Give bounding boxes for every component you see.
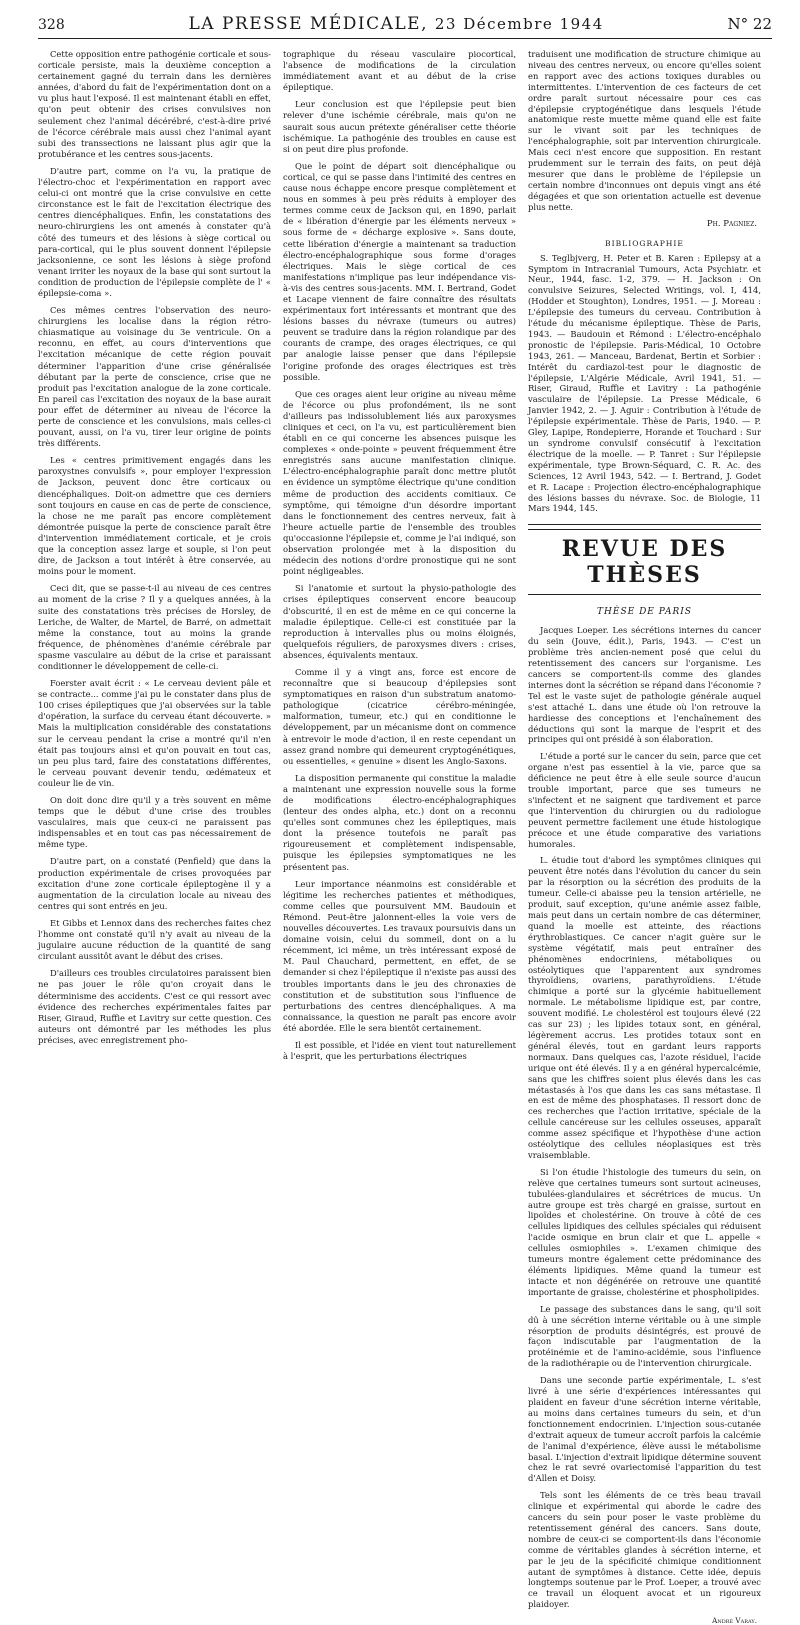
columns bbox=[38, 49, 772, 1625]
paragraph: Comme il y a vingt ans, force est encore de reconnaître que si beaucoup d'épilepsies sont symptomatiques en raison d'un substratum anatomo-pathologique (cicatrice cérébro-méningée, malformation, tumeur, etc.) qui en conditionne le développement, par un mécanisme dont on commence à entrevoir le mode d'action, il en reste cependant un assez grand nombre qui demeurent cryptogénétiques, ou essentielles, « genuine » disent les Anglo-Saxons. bbox=[283, 666, 516, 766]
paragraph: Leur importance néanmoins est considérable et légitime les recherches patientes et méthodiques, comme celles que poursuivent MM. Baudouin et Rémond. Peut-être jalonnent-elles la voie vers de nouvelles découvertes. Les travaux poursuivis dans un domaine voisin, celui du sommeil, dont on a lu récemment, ici même, un très intéressant exposé de M. Paul Chauchard, permettent, en effet, de se demander si chez l'épileptique il n'existe pas aussi des troubles importants dans le jeu des chronaxies de constitution et de substitution sous l'influence de perturbations des centres diencéphaliques. A ma connaissance, la question ne paraît pas encore avoir été abordée. Elle le sera bientôt certainement. bbox=[283, 878, 516, 1033]
paragraph: Que ces orages aient leur origine au niveau même de l'écorce ou plus profondément, ils ne sont d'ailleurs pas indissolublement liés aux paroxysmes cliniques et ceci, on l'a vu, est particulièrement bien établi en ce qui concerne les absences puisque les complexes « onde-pointe » peuvent fréquemment être enregistrés sans aucune manifestation clinique. L'électro-encéphalographie paraît donc mettre plutôt en évidence un symptôme électrique qu'une condition même de production des accidents comitiaux. Ce symptôme, qui témoigne d'un désordre important dans le fonctionnement des centres nerveux, fait à l'heure actuelle partie de l'ensemble des troubles qu'occasionne l'épilepsie et, comme je l'ai indiqué, son observation prolongée met à la disposition du médecin des notions d'ordre pronostique qui ne sont point négligeables. bbox=[283, 388, 516, 577]
divider bbox=[528, 524, 761, 525]
thesis-paragraph: Le passage des substances dans le sang, qu'il soit dû à une sécrétion interne véritable ou à une simple résorption de produits désintégrés, est prouvé de façon indiscutable par l'augmentation de la protéinémie et de l'amino-acidémie, sous l'influence de la radiothérapie ou de l'intervention chirurgicale. bbox=[528, 1303, 761, 1369]
thesis-paragraph: Jacques Loeper. Les sécrétions internes du cancer du sein (Jouve, édit.), Paris, 1943. — C'est un problème très ancien-nement posé que celui du retentissement des cancers sur l'organisme. Les cancers se comportent-ils comme des glandes internes dont la sécrétion se répand dans l'économie ? Tel est le vaste sujet de pathologie générale auquel s'est attaché L. dans une étude où l'on retrouve la hardiesse des conceptions et l'enchaînement des déductions qui sont la marque de l'esprit et des principes qui ont présidé à son élaboration. bbox=[528, 625, 761, 745]
bibliography-heading: BIBLIOGRAPHIE bbox=[605, 238, 684, 248]
column-1 bbox=[38, 49, 271, 1625]
paragraph: La disposition permanente qui constitue la maladie a maintenant une expression nouvelle sous la forme de modifications électro-encéphalographiques (lenteur des ondes alpha, etc.) dont on a reconnu qu'elles sont communes chez les épileptiques, mais dont la présence toutefois ne paraît pas rigoureusement et complètement indispensable, puisque les épilepsies symptomatiques ne les présentent pas. bbox=[283, 772, 516, 872]
paragraph: traduisent une modification de structure chimique au niveau des centres nerveux, ou encore qu'elles soient en rapport avec des actions toxiques durables ou intermittentes. L'intervention de ces facteurs de cet ordre paraît surtout nécessaire pour ces cas d'épilepsie cryptogénétique dans lesquels l'étude anatomique reste muette même quand elle est faite sur le vivant soit par les techniques de l'encéphalographie, soit par intervention chirurgicale. Mais ceci n'est encore que supposition. En restant prudemment sur le terrain des faits, on peut déjà mesurer que dans le problème de l'épilepsie un certain nombre d'inconnues ont depuis vingt ans été dégagées et que son orientation actuelle est devenue plus nette. bbox=[528, 49, 761, 212]
section-title: REVUE DES THÈSES bbox=[561, 536, 728, 589]
paragraph: Il est possible, et l'idée en vient tout naturellement à l'esprit, que les perturbations électriques bbox=[283, 1039, 516, 1062]
paragraph: Que le point de départ soit diencéphalique ou cortical, ce qui se passe dans l'intimité des centres en cause nous échappe encore presque complètement et nous en sommes à peu près réduits à employer des termes comme ceux de Jackson qui, en 1890, parlait de « libération d'énergie par les éléments nerveux » sous forme de « décharge explosive ». Sans doute, cette libération d'énergie a maintenant sa traduction électro-encéphalographique sous forme d'orages électriques. Mais le siège cortical de ces manifestations n'implique pas leur indépendance vis-à-vis des centres sous-jacents. MM. I. Bertrand, Godet et Lacape viennent de faire connaître des résultats expérimentaux fort intéressants et montrant que des lésions basses du névraxe (tumeurs ou autres) peuvent se traduire dans la région rolandique par des courants de crampe, des orages électriques, ce qui par analogie laisse penser que dans l'épilepsie l'origine profonde des orages électriques est très possible. bbox=[283, 160, 516, 382]
paragraph: Les « centres primitivement engagés dans les paroxystnes convulsifs », pour employer l'expression de Jackson, peuvent donc être corticaux ou diencéphaliques. Doit-on admettre que ces derniers sont toujours en cause en cas de perte de conscience, la chose ne me paraît pas encore complètement démontrée puisque la perte de conscience paraît être d'intervention immédiatement corticale, et je crois que la conception assez large et souple, si l'on peut dire, de Jackson a tout intérêt à être conservée, au moins pour le moment. bbox=[38, 455, 271, 577]
paragraph: Cette opposition entre pathogénie corticale et sous-corticale persiste, mais la deuxième conception a certainement gagné du terrain dans les dernières années, d'abord du fait de l'expérimentation dont on a vu plus haut l'exposé. Il est maintenant établi en effet, qu'on peut obtenir des crises convulsives non seulement chez l'animal décérébré, c'est-à-dire privé de l'écorce cérébrale mais aussi chez l'animal ayant subi des transsections ne laissant plus agir que la protubérance et les centres sous-jacents. bbox=[38, 49, 271, 159]
paragraph: D'autre part, on a constaté (Penfield) que dans la production expérimentale de crises provoquées par excitation d'une zone corticale épileptogène il y a augmentation de la circulation locale au niveau des centres qui sont entrés en jeu. bbox=[38, 856, 271, 911]
column-3 bbox=[528, 49, 761, 1625]
issue-date: 23 Décembre 1944 bbox=[434, 15, 604, 33]
divider bbox=[528, 529, 761, 530]
thesis-paragraph: L'étude a porté sur le cancer du sein, parce que cet organe n'est pas essentiel à la vie, parce que sa déficience ne peut être à elle seule source d'aucun trouble important, parce que ses tumeurs ne s'infectent et ne saignent que tardivement et parce que l'intervention du chirurgien ou du radiologue peuvent permettre facilement une étude histologique précoce et une étude comparative des variations humorales. bbox=[528, 751, 761, 849]
divider bbox=[528, 594, 761, 595]
journal-title bbox=[189, 14, 604, 34]
thesis-paragraph: L. étudie tout d'abord les symptômes cliniques qui peuvent être notés dans l'évolution du cancer du sein par la résorption ou la sécrétion des produits de la tumeur. Celle-ci abaisse peu la tension artérielle, ne produit, sauf exception, qu'une anémie assez faible, mais peut dans un certain nombre de cas déterminer, quand la moelle est atteinte, des réactions érythroblastiques. Ce cancer n'agit guère sur le système végétatif, mais peut entraîner des phénomènes endocriniens, métaboliques ou ostéolytiques que l'apparentent aux syndromes thyroïdiens, ovariens, parathyroïdiens. L'étude chimique a porté sur la glycémie habituellement normale. Le métabolisme lipidique est, par contre, souvent modifié. Le cholestérol est toujours élevé (22 cas sur 23) ; les lipides totaux sont, en général, légèrement accrus. Les protides totaux sont en général élevés, tout en gardant leurs rapports normaux. Dans quelques cas, l'azote résiduel, l'acide urique ont été élevés. Il y a en général hypercalcémie, sans que les chiffres soient plus élevés dans les cas métastasés à l'os que dans les cas sans métastase. Il en est de même des phosphatases. Il ressort donc de ces recherches que l'action irritative, spéciale de la cellule cancéreuse sur les cellules osseuses, apparaît comme assez spécifique et l'hypothèse d'une action ostéolytique des cellules néoplasiques est très vraisemblable. bbox=[528, 855, 761, 1160]
paragraph: D'ailleurs ces troubles circulatoires paraissent bien ne pas jouer le rôle qu'on croyait dans le déterminisme des accidents. C'est ce qui ressort avec évidence des recherches expérimentales faites par Riser, Giraud, Ruffie et Lavitry sur cette question. Ces auteurs ont démontré par les méthodes les plus précises, avec enregistrement pho- bbox=[38, 968, 271, 1045]
page-number: 328 bbox=[38, 17, 65, 33]
paragraph: D'autre part, comme on l'a vu, la pratique de l'électro-choc et l'expérimentation en rapport avec celui-ci ont montré que la crise convulsive en cette circonstance est le fait de l'excitation électrique des centres diencéphaliques. Enfin, les constatations des neuro-chirurgiens les ont amenés à constater qu'à côté des tumeurs et des lésions à siège cortical ou para-cortical, qui le plus souvent donnent l'épilepsie jacksonienne, ce sont les lésions à siège profond venant irriter les noyaux de la base qui sont surtout la condition de production de l'épilepsie complète de l' « épilepsie-coma ». bbox=[38, 165, 271, 298]
paragraph: tographique du réseau vasculaire piocortical, l'absence de modifications de la circulation immédiatement avant et au début de la crise épileptique. bbox=[283, 49, 516, 93]
bibliography-text: S. Teglbjverg, H. Peter et B. Karen : Epilepsy at a Symptom in Intracranial Tumours, Acta Psychiatr. et Neur., 1944, fasc. 1-2, 379. — H. Jackson : On convulsive Seizures, Selected Writings, vol. I, 414, (Hodder et Stoughton), Londres, 1951. — J. Moreau : L'épilepsie des tumeurs du cerveau. Contribution à l'étude du mécanisme épileptique. Thèse de Paris, 1943. — Baudouin et Rémond : L'électro-encéphalo pronostic de l'épilepsie. Paris-Médical, 10 Octobre 1943, 261. — Manceau, Bardenat, Bertin et Sorbier : Intérêt du cardiazol-test pour le diagnostic de l'épilepsie, L'Algérie Médicale, Avril 1941, 51. — Riser, Giraud, Ruffie et Lavitry : La pathogénie vasculaire de l'épilepsie. La Presse Médicale, 6 Janvier 1942, 2. — J. Aguir : Contribution à l'étude de l'épilepsie expérimentale. Thèse de Paris, 1940. — P. Gley, Lapipe, Rondepierre, Horande et Touchard : Sur un syndrome convulsif consécutif à l'excitation électrique de la moelle. — P. Tanret : Sur l'épilepsie expérimentale, type Brown-Séquard, C. R. Ac. des Sciences, 12 Avril 1943, 542. — I. Bertrand, J. Godet et R. Lacape : Projection électro-encéphalographique des lésions basses du névraxe. Soc. de Biologie, 11 Mars 1944, 145. bbox=[528, 252, 761, 514]
journal-name: LA PRESSE MÉDICALE, bbox=[188, 14, 428, 34]
paragraph: Ceci dit, que se passe-t-il au niveau de ces centres au moment de la crise ? Il y a quelques années, à la suite des constatations très précises de Horsley, de Leriche, de Walter, de Martel, de Barré, on admettait même la constance, tout au moins la grande fréquence, de phénomènes d'anémie cérébrale par spasme vasculaire au début de la crise et paraissant conditionner le développement de celle-ci. bbox=[38, 583, 271, 671]
issue-number: N° 22 bbox=[727, 15, 772, 33]
column-2 bbox=[283, 49, 516, 1625]
review-signature: André Varay. bbox=[712, 1616, 757, 1625]
author-signature: Ph. Pagniez. bbox=[706, 218, 757, 229]
paragraph: Si l'anatomie et surtout la physio-pathologie des crises épileptiques conservent encore beaucoup d'obscurité, il en est de même en ce qui concerne la maladie épileptique. Celle-ci est constituée par la reproduction à intervalles plus ou moins éloignés, quelquefois réguliers, de paroxysmes divers : crises, absences, équivalents mentaux. bbox=[283, 583, 516, 660]
paragraph: On doit donc dire qu'il y a très souvent en même temps que le début d'une crise des troubles vasculaires, mais que ceux-ci ne paraissent pas indispensables et en tout cas pas nécessairement de même type. bbox=[38, 795, 271, 850]
paragraph: Leur conclusion est que l'épilepsie peut bien relever d'une ischémie cérébrale, mais qu'on ne saurait sous aucun prétexte généraliser cette théorie ischémique. La pathogénie des troubles en cause est si on peut dire plus profonde. bbox=[283, 99, 516, 154]
subsection-title: THÈSE DE PARIS bbox=[597, 607, 692, 618]
paragraph: Foerster avait écrit : « Le cerveau devient pâle et se contracte... comme j'ai pu le constater dans plus de 100 crises épileptiques que j'ai observées sur la table d'opération, la surface du cerveau étant découverte. » Mais la multiplication considérable des constatations sur le cerveau pendant la crise a montré qu'il n'en était pas toujours ainsi et qu'on pouvait en tout cas, un peu plus tard, faire des constatations différentes, le cerveau pouvant devenir tendu, œdémateux et couleur lie de vin. bbox=[38, 678, 271, 788]
page-header bbox=[38, 14, 772, 39]
thesis-paragraph: Tels sont les éléments de ce très beau travail clinique et expérimental qui aborde le cadre des cancers du sein pour poser le vaste problème du retentissement général des cancers. Sans doute, nombre de ceux-ci se comportent-ils dans l'économie comme de véritables glandes à sécrétion interne, et par le jeu de la spécificité chimique conditionnent autant de symptômes à distance. Cette idée, depuis longtemps soutenue par le Prof. Loeper, a trouvé avec ce travail un éloquent avocat et un rigoureux plaidoyer. bbox=[528, 1490, 761, 1610]
paragraph: Et Gibbs et Lennox dans des recherches faites chez l'homme ont constaté qu'il n'y avait au niveau de la jugulaire aucune réduction de la quantité de sang circulant aussitôt avant le début des crises. bbox=[38, 917, 271, 962]
paragraph: Ces mêmes centres l'observation des neuro-chirurgiens les localise dans la région rétro-chiasmatique au voisinage du 3e ventricule. On a reconnu, en effet, au cours d'interventions que l'excitation mécanique de cette région pouvait déterminer l'apparition d'une crise généralisée débutant par la perte de conscience, crise que ne produit pas l'excitation analogue de la zone corticale. En pareil cas l'excitation des noyaux de la base aurait pour effet de déterminer au niveau de l'écorce la perte de conscience et les convulsions, mais celles-ci pouvant, aussi, on l'a vu, tirer leur origine de points très différents. bbox=[38, 305, 271, 449]
thesis-paragraph: Dans une seconde partie expérimentale, L. s'est livré à une série d'expériences intéressantes qui plaident en faveur d'une sécrétion interne véritable, au moins dans certaines tumeurs du sein, et d'un fonctionnement endocrinien. L'injection sous-cutanée d'extrait aqueux de tumeur accroît parfois la calcémie de l'animal d'expérience, élève aussi le métabolisme basal. L'injection d'extrait lipidique détermine souvent chez le rat sevré ovariectomisé l'apparition du test d'Allen et Doisy. bbox=[528, 1375, 761, 1484]
thesis-paragraph: Si l'on étudie l'histologie des tumeurs du sein, on relève que certaines tumeurs sont surtout acineuses, tubulées-glandulaires et sécrétrices de mucus. Un autre groupe est très chargé en graisse, surtout en lipoïdes et cholestérine. On trouve à côté de ces cellules lipidiques des cellules spéciales qui réduisent l'acide osmique en brun clair et que L. appelle « cellules osmiophiles ». L'examen chimique des tumeurs montre également cette prédominance des éléments lipidiques. Même quand la tumeur est intacte et non dégénérée on retrouve une quantité importante de graisse, cholestérine et phospholipides. bbox=[528, 1166, 761, 1297]
